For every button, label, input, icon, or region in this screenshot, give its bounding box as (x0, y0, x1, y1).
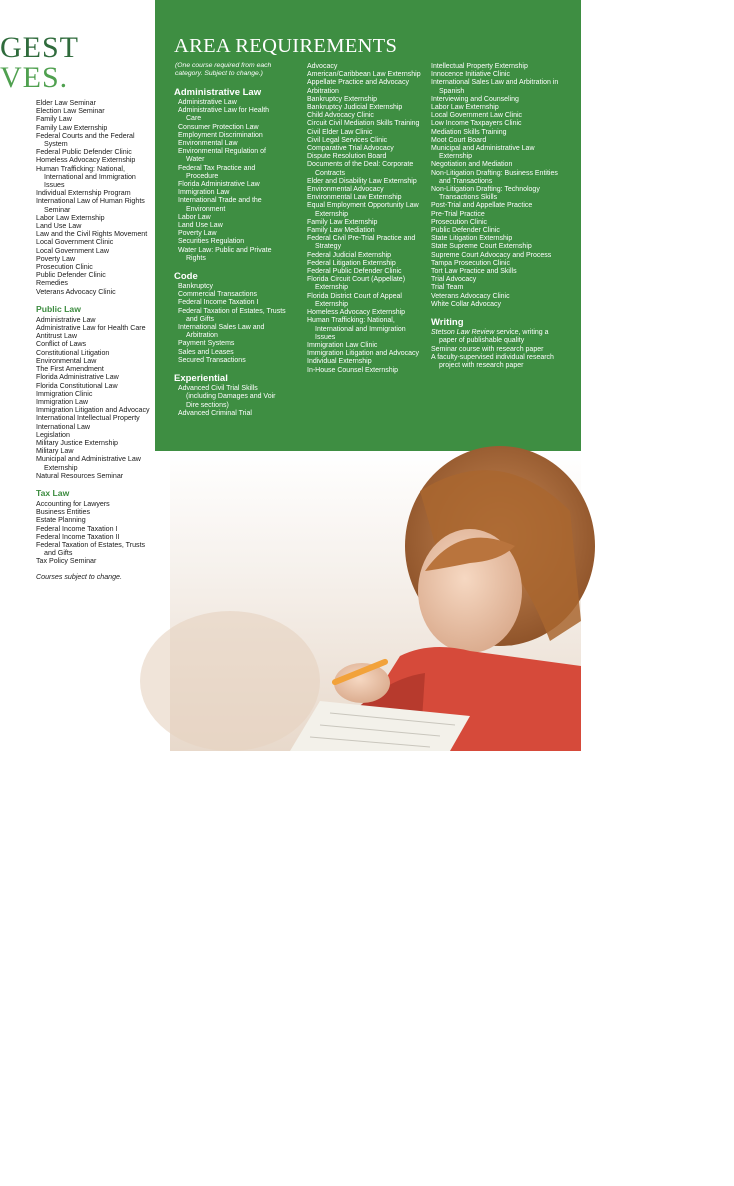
course-item: Environmental Law Externship (307, 194, 402, 202)
course-item: Elder Law Seminar (36, 99, 96, 107)
course-item: Florida Administrative Law (36, 373, 119, 382)
course-item: Trial Team (431, 284, 464, 292)
requirements-column-2 (307, 63, 422, 375)
course-item: Federal Public Defender Clinic (307, 268, 402, 276)
section-heading: Public Law (36, 303, 81, 314)
course-item: Federal Public Defender Clinic (36, 148, 132, 157)
course-item: Bankruptcy (178, 283, 214, 291)
course-item: Tort Law Practice and Skills (431, 268, 517, 276)
course-item: Individual Externship Program (36, 189, 131, 198)
course-item: Law and the Civil Rights Movement (36, 230, 148, 239)
heading-line-1: GEST (0, 31, 79, 64)
writing-item-text: service, writing a paper of publishable quality (439, 329, 549, 345)
course-item: Post-Trial and Appellate Practice (431, 202, 533, 210)
course-item: Child Advocacy Clinic (307, 112, 374, 120)
course-item: Human Trafficking: National, International and Immigration Issues (36, 164, 136, 190)
course-item: Mediation Skills Training (431, 128, 507, 136)
course-item: Innocence Initiative Clinic (431, 71, 510, 79)
course-item: Individual Externship (307, 358, 372, 366)
course-item: Immigration Litigation and Advocacy (36, 406, 150, 415)
course-item: Dispute Resolution Board (307, 153, 387, 161)
course-item: Local Government Law Clinic (431, 112, 523, 120)
course-item: Federal Civil Pre-Trial Practice and Strategy (307, 235, 416, 251)
course-item: Environmental Law (178, 140, 238, 148)
course-item: International Intellectual Property (36, 414, 140, 423)
course-item: Tampa Prosecution Clinic (431, 259, 510, 267)
left-course-list (36, 99, 154, 581)
heading-line-2: VES. (0, 61, 69, 94)
writing-item-law-review (431, 329, 566, 345)
course-item: Federal Courts and the Federal System (36, 131, 135, 149)
student-reading-illustration (170, 451, 581, 751)
course-item: Poverty Law (36, 254, 76, 263)
course-item: Bankruptcy Externship (307, 95, 378, 103)
course-item: Consumer Protection Law (178, 123, 259, 131)
section-heading: Writing (431, 317, 464, 329)
course-item: Legislation (36, 430, 70, 439)
course-item: Federal Taxation of Estates, Trusts and Gifts (36, 540, 146, 558)
panel-note: (One course required from each category. Subject to change.) (175, 62, 272, 78)
course-item: Environmental Law (36, 356, 97, 365)
course-item: Tax Policy Seminar (36, 557, 97, 566)
course-item: Family Law (36, 115, 72, 124)
section-heading: Tax Law (36, 487, 70, 498)
course-item: Environmental Advocacy (307, 186, 384, 194)
student-photo (170, 451, 734, 1186)
course-item: Accounting for Lawyers (36, 499, 110, 508)
course-item: Florida District Court of Appeal Externship (307, 292, 402, 308)
course-item: Trial Advocacy (431, 276, 477, 284)
course-item: Moot Court Board (431, 136, 487, 144)
course-item: Local Government Law (36, 246, 109, 255)
course-item: Business Entities (36, 508, 91, 517)
course-item: Estate Planning (36, 516, 86, 525)
journal-name: Stetson Law Review (431, 329, 495, 337)
area-requirements-panel (155, 0, 581, 451)
course-item: Local Government Clinic (36, 238, 114, 247)
course-item: Land Use Law (36, 222, 82, 231)
course-item: Florida Constitutional Law (36, 381, 118, 390)
course-item: Intellectual Property Externship (431, 63, 528, 70)
course-item: Labor Law (178, 213, 211, 221)
course-item: International Sales Law and Arbitration in Spanish (431, 79, 559, 95)
course-item: Federal Income Taxation I (178, 299, 259, 307)
section-heading: Experiential (174, 373, 228, 385)
course-item: Municipal and Administrative Law Externship (36, 455, 141, 472)
course-item: Family Law Externship (307, 218, 378, 226)
course-item: Non-Litigation Drafting: Technology Transactions Skills (431, 186, 540, 202)
course-item: Election Law Seminar (36, 107, 105, 116)
course-item: Advanced Criminal Trial (178, 409, 252, 417)
course-item: Circuit Civil Mediation Skills Training (307, 120, 420, 128)
course-item: Homeless Advocacy Externship (36, 156, 136, 165)
course-item: Poverty Law (178, 230, 217, 238)
course-item: Family Law Externship (36, 123, 108, 132)
course-item: Water Law: Public and Private Rights (178, 246, 272, 262)
course-item: Immigration Law Clinic (307, 341, 378, 349)
courses-note: Courses subject to change. (36, 572, 122, 581)
course-item: Administrative Law for Health Care (178, 107, 270, 123)
panel-title: AREA REQUIREMENTS (174, 35, 398, 57)
course-item: Immigration Law (36, 397, 89, 406)
course-item: International Sales Law and Arbitration (178, 324, 265, 340)
course-item: Public Defender Clinic (36, 271, 106, 280)
course-item: International Trade and the Environment (178, 197, 262, 213)
course-item: American/Caribbean Law Externship (307, 71, 421, 79)
course-item: Commercial Transactions (178, 291, 257, 299)
course-item: Arbitration (307, 87, 339, 95)
section-heading: Administrative Law (174, 87, 262, 98)
course-item: Federal Tax Practice and Procedure (178, 164, 256, 180)
course-item: Seminar course with research paper (431, 345, 544, 353)
course-item: State Supreme Court Externship (431, 243, 532, 251)
course-item: International Law (36, 422, 91, 431)
page-number: 17 (726, 1177, 734, 1186)
course-item: Low Income Taxpayers Clinic (431, 120, 522, 128)
course-item: Civil Elder Law Clinic (307, 128, 373, 136)
course-item: Immigration Clinic (36, 389, 93, 398)
course-item: Secured Transactions (178, 356, 246, 364)
course-item: Antitrust Law (36, 332, 78, 341)
course-item: Prosecution Clinic (36, 263, 93, 272)
course-item: Prosecution Clinic (431, 218, 488, 226)
course-item: Non-Litigation Drafting: Business Entities and Transactions (431, 169, 558, 185)
course-item: Natural Resources Seminar (36, 471, 124, 480)
course-item: Federal Income Taxation I (36, 524, 118, 533)
course-item: Employment Discrimination (178, 131, 263, 139)
course-item: Interviewing and Counseling (431, 95, 519, 103)
course-item: Administrative Law for Health Care (36, 324, 146, 333)
course-item: Municipal and Administrative Law Externship (431, 145, 535, 161)
course-item: Environmental Regulation of Water (178, 148, 266, 164)
course-item: Equal Employment Opportunity Law Externship (307, 202, 419, 218)
course-item: Payment Systems (178, 340, 235, 348)
course-item: Elder and Disability Law Externship (307, 177, 417, 185)
course-item: Sales and Leases (178, 348, 234, 356)
course-item: Public Defender Clinic (431, 227, 500, 235)
course-item: Military Law (36, 447, 74, 456)
course-item: Administrative Law (178, 99, 237, 106)
requirements-column-3 (431, 63, 566, 370)
course-item: A faculty-supervised individual research project with research paper (431, 353, 554, 369)
course-item: Advanced Civil Trial Skills (including Damages and Voir Dire sections) (178, 385, 276, 409)
course-item: Federal Income Taxation II (36, 532, 120, 541)
course-item: Veterans Advocacy Clinic (36, 287, 116, 296)
course-item: Constitutional Litigation (36, 348, 110, 357)
course-item: Human Trafficking: National, International and Immigration Issues (307, 317, 406, 341)
course-item: Conflict of Laws (36, 340, 87, 349)
course-item: Pre-Trial Practice (431, 210, 485, 218)
course-item: Family Law Mediation (307, 227, 375, 235)
course-item: Civil Legal Services Clinic (307, 136, 388, 144)
course-item: Documents of the Deal: Corporate Contracts (307, 161, 414, 177)
course-item: Advocacy (307, 63, 338, 70)
course-item: Florida Administrative Law (178, 181, 260, 189)
course-item: Negotiation and Mediation (431, 161, 513, 169)
course-item: Appellate Practice and Advocacy (307, 79, 409, 87)
course-item: Labor Law Externship (36, 213, 105, 222)
requirements-column-1 (174, 87, 286, 418)
course-item: Federal Judicial Externship (307, 251, 392, 259)
course-item: The First Amendment (36, 365, 104, 374)
course-item: Federal Litigation Externship (307, 259, 396, 267)
course-item: Military Justice Externship (36, 438, 118, 447)
course-item: Land Use Law (178, 222, 223, 230)
course-item: Remedies (36, 279, 68, 288)
course-item: In-House Counsel Externship (307, 366, 399, 374)
course-item: Comparative Trial Advocacy (307, 145, 394, 153)
course-item: Immigration Law (178, 189, 230, 197)
course-item: Homeless Advocacy Externship (307, 309, 406, 317)
course-item: Securities Regulation (178, 238, 245, 246)
course-item: Florida Circuit Court (Appellate) Externship (307, 276, 406, 292)
section-heading: Code (174, 271, 198, 283)
course-item: State Litigation Externship (431, 235, 513, 243)
course-item: White Collar Advocacy (431, 300, 502, 308)
course-item: Labor Law Externship (431, 104, 499, 112)
course-item: Immigration Litigation and Advocacy (307, 350, 420, 358)
course-item: Bankruptcy Judicial Externship (307, 104, 403, 112)
course-item: Veterans Advocacy Clinic (431, 292, 510, 300)
course-item: Administrative Law (36, 315, 96, 324)
course-item: Supreme Court Advocacy and Process (431, 251, 552, 259)
course-item: International Law of Human Rights Seminar (36, 197, 145, 214)
course-item: Federal Taxation of Estates, Trusts and Gifts (178, 307, 286, 323)
